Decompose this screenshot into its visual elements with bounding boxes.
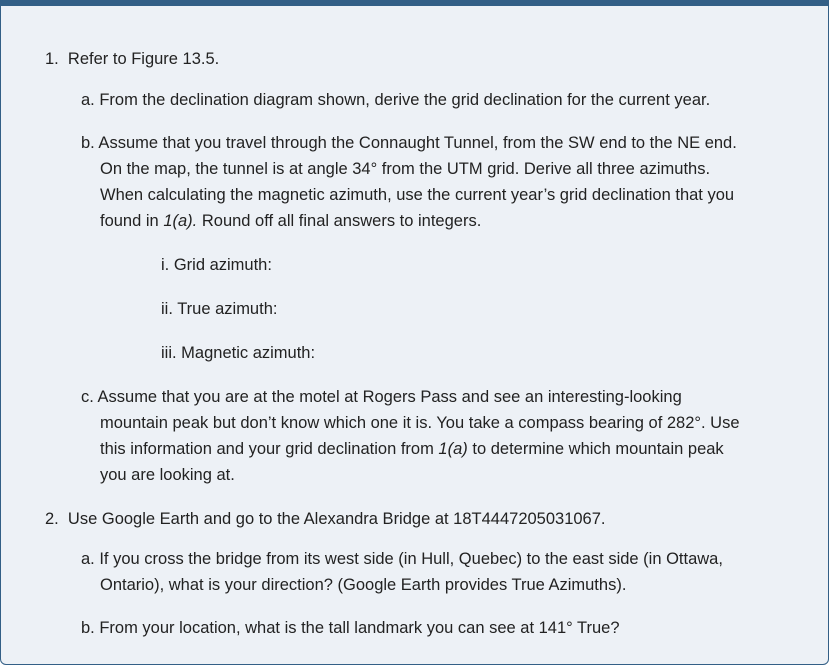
question-1c-ref-close: ) — [462, 440, 468, 458]
question-2a-line-1: a. If you cross the bridge from its west side (in Hull, Quebec) to the east side (in Ottawa, — [81, 550, 723, 568]
question-1b-ref-close: ). — [187, 212, 198, 230]
question-2-stem: 2. Use Google Earth and go to the Alexandra Bridge at 18T4447205031067. — [45, 510, 606, 528]
question-1c-line-3-post: to determine which mountain peak — [467, 440, 724, 458]
question-1c — [81, 384, 740, 488]
question-1b-line-1: b. Assume that you travel through the Connaught Tunnel, from the SW end to the NE end. — [81, 134, 737, 152]
question-1b-item-ii: ii. True azimuth: — [161, 300, 278, 318]
question-2b: b. From your location, what is the tall landmark you can see at 141° True? — [81, 619, 620, 637]
question-1c-line-1: c. Assume that you are at the motel at Rogers Pass and see an interesting-looking — [81, 388, 682, 406]
question-1c-line-3-pre: this information and your grid declination from — [100, 440, 439, 458]
question-1b-line-2: On the map, the tunnel is at angle 34° from the UTM grid. Derive all three azimuths. — [100, 160, 711, 178]
question-1b-item-i: i. Grid azimuth: — [161, 256, 272, 274]
question-2a — [81, 546, 723, 598]
question-1c-line-2: mountain peak but don’t know which one it is. You take a compass bearing of 282°. Use — [100, 414, 740, 432]
question-1a: a. From the declination diagram shown, derive the grid declination for the current year. — [81, 91, 711, 109]
question-1-stem: 1. Refer to Figure 13.5. — [45, 50, 220, 68]
question-1b-ref-num: 1( — [163, 212, 178, 230]
question-1c-ref-num: 1( — [438, 440, 454, 458]
question-2a-line-2: Ontario), what is your direction? (Google Earth provides True Azimuths). — [100, 576, 627, 594]
question-1b-line-4-pre: found in — [100, 212, 164, 230]
question-1b-line-4-post: Round off all final answers to integers. — [197, 212, 482, 230]
question-1c-line-4: you are looking at. — [100, 466, 235, 484]
question-1b-ref-letter: a — [177, 212, 188, 230]
question-1b-line-3: When calculating the magnetic azimuth, use the current year’s grid declination that you — [100, 186, 735, 204]
question-1b — [81, 130, 737, 234]
question-1c-ref-letter: a — [453, 440, 463, 458]
question-1b-line-4 — [81, 208, 737, 234]
question-1c-line-3 — [81, 436, 740, 462]
question-1b-item-iii: iii. Magnetic azimuth: — [161, 344, 316, 362]
